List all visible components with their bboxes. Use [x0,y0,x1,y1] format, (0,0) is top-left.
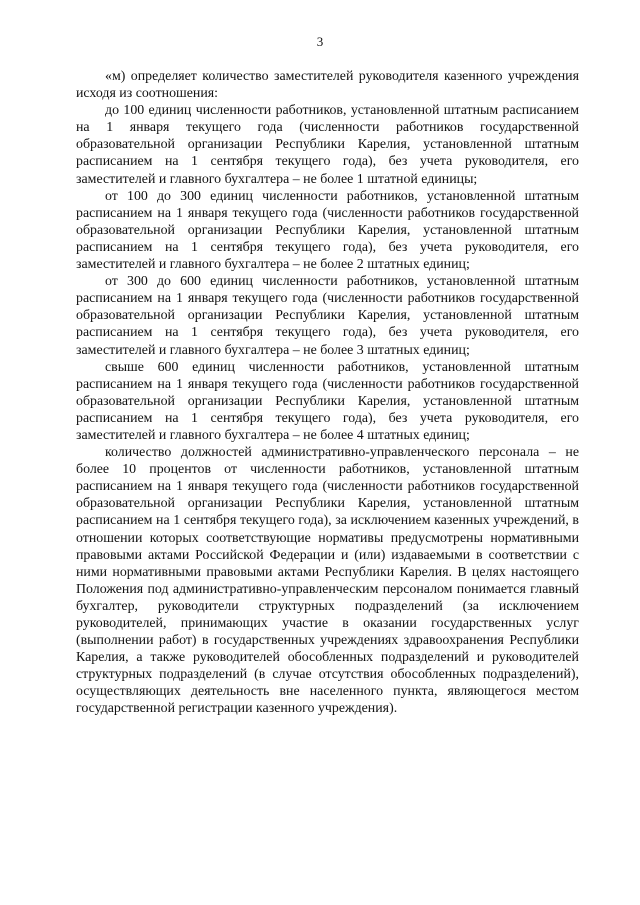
paragraph-over-600: свыше 600 единиц численности работников, установленной штатным расписанием на 1 января текущего года (численности работников государственной образовательной организации Республики Карелия, установленной штатным расписанием на 1 сентября текущего года), без учета руководителя, его заместителей и главного бухгалтера – не более 4 штатных единиц; [76,359,579,443]
page-number: 3 [316,34,324,49]
paragraph-intro: «м) определяет количество заместителей руководителя казенного учреждения исходя из соотношения: [76,69,579,102]
paragraph-admin-staff: количество должностей административно-управленческого персонала – не более 10 процентов от численности работников, установленной штатным расписанием на 1 января текущего года (численности работников государственной образовательной организации Республики Карелия, установленной штатным расписанием на 1 сентября текущего года), за исключением казенных учреждений, в отношении которых соответствующие нормативы предусмотрены нормативными правовыми актами Российской Федерации и (или) издаваемыми в соответствии с ними нормативными правовыми актами Республики Карелия. В целях настоящего Положения под административно-управленческим персоналом понимается главный бухгалтер, руководители структурных подразделений (за исключением руководителей, принимающих участие в оказании государственных услуг (выполнении работ) в государственных учреждениях здравоохранения Республики Карелия, а также руководителей обособленных подразделений и руководителей структурных подразделений (в случае отсутствия обособленных подразделений), осуществляющих деятельность вне населенного пункта, являющегося местом государственной регистрации казенного учреждения). [76,445,579,717]
paragraph-300-to-600: от 300 до 600 единиц численности работников, установленной штатным расписанием на 1 января текущего года (численности работников государственной образовательной организации Республики Карелия, установленной штатным расписанием на 1 сентября текущего года), без учета руководителя, его заместителей и главного бухгалтера – не более 3 штатных единиц; [76,274,579,358]
document-body [76,68,579,718]
paragraph-up-to-100: до 100 единиц численности работников, установленной штатным расписанием на 1 января текущего года (численности работников государственной образовательной организации Республики Карелия, установленной штатным расписанием на 1 сентября текущего года), без учета руководителя, его заместителей и главного бухгалтера – не более 1 штатной единицы; [76,103,579,187]
paragraph-100-to-300: от 100 до 300 единиц численности работников, установленной штатным расписанием на 1 января текущего года (численности работников государственной образовательной организации Республики Карелия, установленной штатным расписанием на 1 сентября текущего года), без учета руководителя, его заместителей и главного бухгалтера – не более 2 штатных единиц; [76,188,579,273]
